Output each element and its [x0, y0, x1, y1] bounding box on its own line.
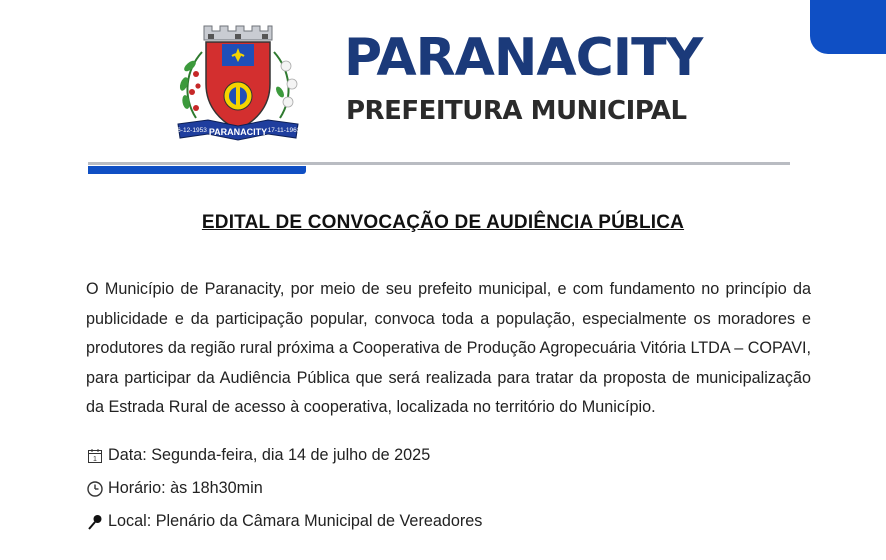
crest-banner-text: PARANACITY [208, 127, 268, 137]
crest-crown [204, 26, 272, 40]
detail-time-text: Horário: às 18h30min [108, 479, 263, 497]
prefeitura-subtitle: PREFEITURA MUNICIPAL [346, 96, 687, 126]
document-body-paragraph: O Município de Paranacity, por meio de seu prefeito municipal, e com fundamento no princípio da publicidade e da participação popular, convoca toda a população, especialmente os moradores e produtores da região rural próxima a Cooperativa de Produção Agropecuária Vitória LTDA – COPAVI, para participar da Audiência Pública que será realizada para tratar da proposta de municipalização da Estrada Rural de acesso à cooperativa, localizada no território do Município. [86, 280, 811, 416]
city-name-heading: PARANACITY [344, 28, 703, 88]
crest-coffee-branch [178, 52, 202, 118]
svg-text:1: 1 [93, 455, 97, 463]
pin-icon [86, 513, 104, 531]
document-title: EDITAL DE CONVOCAÇÃO DE AUDIÊNCIA PÚBLICA [201, 212, 685, 233]
header-divider [88, 162, 790, 165]
crest-shield [206, 42, 270, 130]
header-accent-bar [88, 166, 306, 174]
crest-date-left: 6-12-1953 [177, 127, 207, 134]
detail-time [86, 479, 263, 498]
detail-location [86, 512, 482, 531]
detail-date-text: Data: Segunda-feira, dia 14 de julho de 2025 [108, 446, 431, 464]
detail-location-text: Local: Plenário da Câmara Municipal de Vereadores [108, 512, 483, 530]
detail-date [86, 446, 430, 465]
calendar-icon [86, 447, 104, 465]
corner-accent-tab [810, 0, 886, 54]
municipal-crest [168, 22, 308, 146]
crest-date-right: 17-11-1963 [267, 127, 301, 134]
clock-icon [86, 480, 104, 498]
crest-cotton-branch [274, 52, 297, 118]
